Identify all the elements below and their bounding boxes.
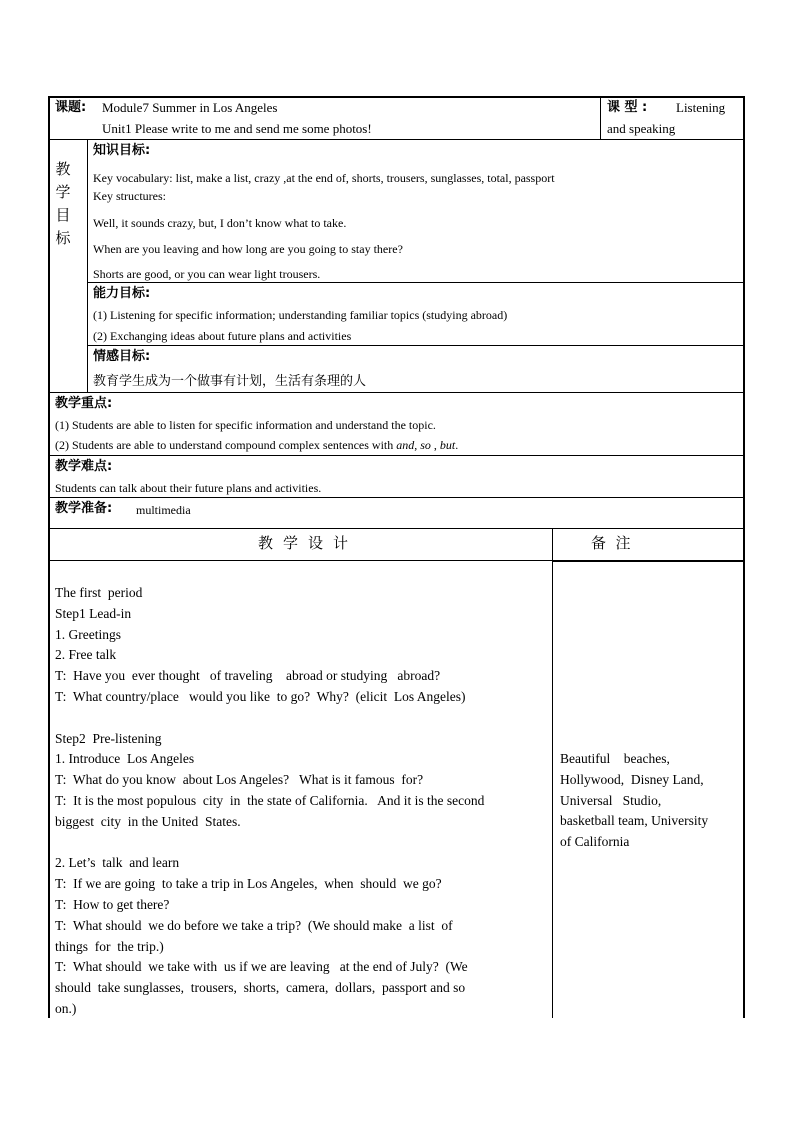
design-header: 教学设计 [258, 534, 359, 552]
ability-heading: 能力目标: [93, 286, 151, 301]
key-points-heading: 教学重点: [55, 396, 113, 411]
goals-vertical-char-4: 标 [55, 229, 71, 247]
knowledge-heading: 知识目标: [93, 143, 151, 158]
lesson-type-value-2: and speaking [607, 121, 676, 136]
row-line-knowledge [87, 282, 744, 283]
difficulties-heading: 教学难点: [55, 459, 113, 474]
key-point-2-sep2: , [430, 438, 440, 452]
table-border-top [48, 96, 744, 98]
title-line-2: Unit1 Please write to me and send me some photos! [102, 121, 372, 136]
preparation-label: 教学准备: [55, 501, 113, 516]
ability-item-1: (1) Listening for specific information; understanding familiar topics (studying abroad) [93, 308, 508, 322]
key-structure-3: Shorts are good, or you can wear light trousers. [93, 267, 321, 281]
key-structures-label: Key structures: [93, 189, 166, 203]
row-line-design-header [48, 560, 552, 561]
row-line-keypoints [48, 455, 744, 456]
key-point-2 [55, 437, 458, 453]
preparation-value: multimedia [136, 503, 191, 517]
row-line-title [48, 139, 744, 140]
lesson-type-label: 课 型 : [607, 100, 648, 115]
key-structure-1: Well, it sounds crazy, but, I don’t know what to take. [93, 216, 347, 230]
lesson-plan-body: The first period Step1 Lead-in 1. Greetings 2. Free talk T: Have you ever thought of traveling abroad or studying abroad? T: What country/place would you like to go? Why? (elicit Los Angeles) Step2 Pre-listening 1. Introduce Los Angeles T: What do you know about Los Angeles? What is it famous for? T: It is the most populous city in the state of California. And it is the second biggest city in the United States. 2. Let’s talk and learn T: If we are going to take a trip in Los Angeles, when should we go? T: How to get there? T: What should we do before we take a trip? (We should make a list of things for the trip.) T: What should we take with us if we are leaving at the end of July? (We should take sunglasses, trousers, shorts, camera, dollars, passport and so on.) [55, 585, 485, 1016]
goals-vertical-char-2: 学 [55, 183, 71, 201]
notes-body: Beautiful beaches, Hollywood, Disney Land, Universal Studio, basketball team, University of California [560, 751, 709, 850]
key-point-2-prefix: (2) Students are able to understand compound complex sentences with [55, 438, 397, 452]
row-line-goals [48, 392, 744, 393]
row-line-preparation [48, 528, 744, 529]
table-border-right [743, 96, 745, 1018]
design-divider [552, 528, 553, 1018]
goals-divider [87, 139, 88, 392]
row-line-ability [87, 345, 744, 346]
key-point-2-sep1: , [414, 438, 421, 452]
ability-item-2: (2) Exchanging ideas about future plans and activities [93, 329, 352, 343]
emotion-text: 教育学生成为一个做事有计划，生活有条理的人 [93, 374, 367, 389]
goals-vertical-char-1: 教 [55, 160, 71, 178]
lesson-type-value-1: Listening [676, 100, 726, 115]
title-line-1: Module7 Summer in Los Angeles [102, 100, 278, 115]
title-divider [600, 96, 601, 139]
row-line-notes-header [552, 560, 744, 562]
key-structure-2: When are you leaving and how long are you going to stay there? [93, 242, 403, 256]
key-point-2-so: so [420, 438, 431, 452]
row-line-difficulties [48, 497, 744, 498]
key-point-2-and: and [396, 438, 415, 452]
goals-vertical-char-3: 目 [55, 206, 71, 224]
key-point-1: (1) Students are able to listen for specific information and understand the topic. [55, 418, 436, 432]
difficulties-text: Students can talk about their future plans and activities. [55, 481, 322, 495]
key-point-2-end: . [455, 438, 459, 452]
table-border-left [48, 96, 50, 1018]
key-vocabulary: Key vocabulary: list, make a list, crazy ,at the end of, shorts, trousers, sunglasses, total, passport [93, 171, 555, 185]
notes-header: 备 注 [591, 534, 631, 552]
emotion-heading: 情感目标: [93, 349, 151, 364]
key-point-2-but: but [439, 438, 456, 452]
title-label: 课题: [55, 100, 87, 115]
